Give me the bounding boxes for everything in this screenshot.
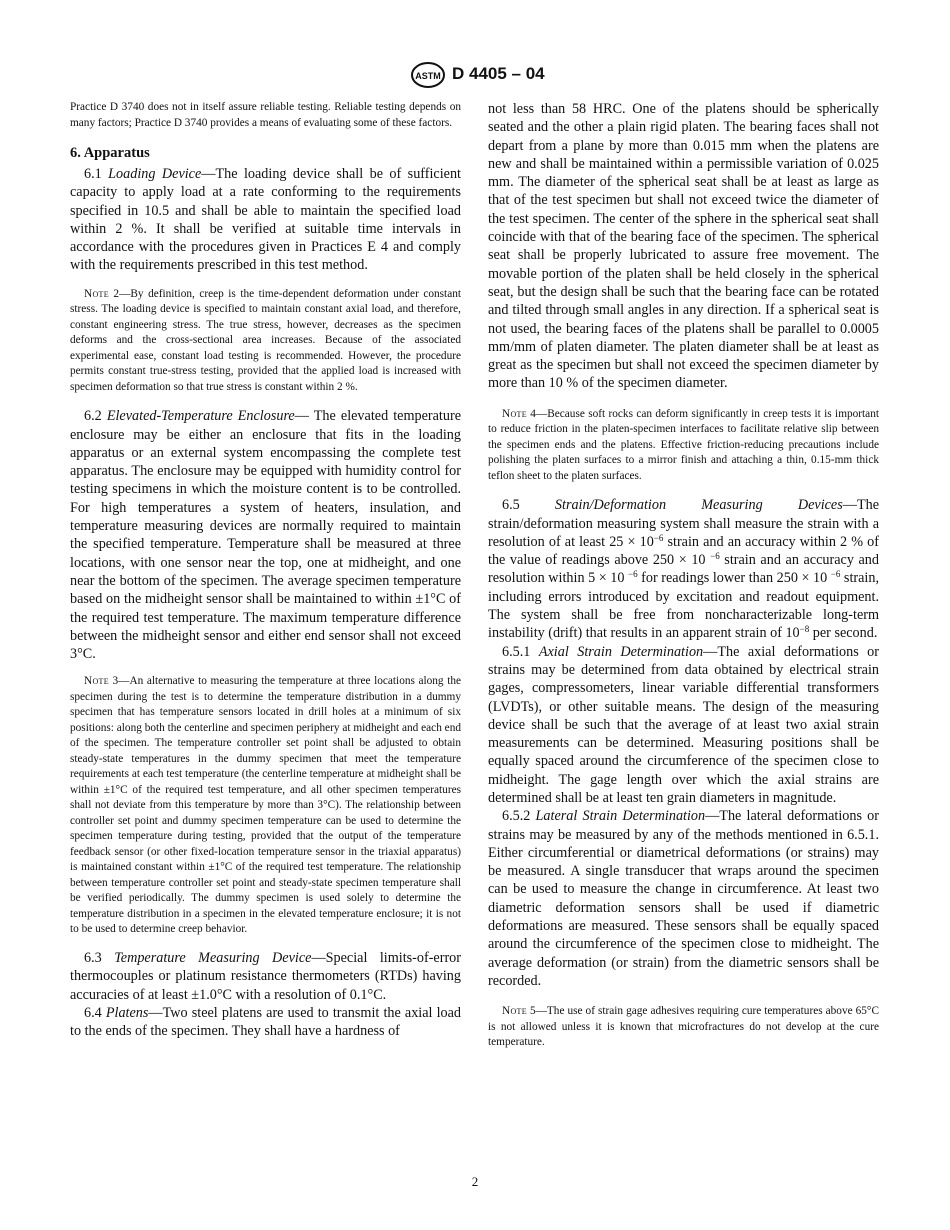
paragraph-6-3-text: —Special limits-of-error thermocouples or platinum resistance thermometers (RTDs) having accuracies of at least ±1.0°C with a resolution of 0.1°C. — [70, 949, 461, 1003]
paragraph-6-5-1-number: 6.5.1 — [502, 643, 531, 660]
paragraph-6-4-title: Platens — [105, 1004, 149, 1021]
note-4 — [488, 407, 879, 485]
note-4-label: Note — [502, 407, 527, 420]
astm-logo-icon — [410, 62, 446, 88]
paragraph-6-2 — [70, 407, 461, 663]
note-2 — [70, 287, 461, 396]
exponent-3: −6 — [628, 569, 638, 580]
paragraph-6-5-number: 6.5 — [502, 497, 520, 514]
note-4-text: 4—Because soft rocks can deform significantly in creep tests it is important to reduce friction in the platen-specimen interfaces to facilitate relative slip between the specimen ends and the platens. Effective friction-reducing precautions include polishing the platen surfaces to a mirror finish and attaching a thin, 0.15-mm thick teflon sheet to the platen surfaces. — [488, 407, 879, 482]
exponent-1: −6 — [653, 532, 664, 543]
astm-logo-text: ASTM — [415, 71, 441, 81]
note-3 — [70, 674, 461, 938]
paragraph-6-4-continued: not less than 58 HRC. One of the platens should be spherically seated and the other a plain rigid platen. The bearing faces shall not depart from a plane by more than 0.015 mm when the platens are new and shall be maintained within a permissible variation of 0.025 mm. The diameter of the spherical seat shall be at least as large as that of the test specimen but shall not exceed twice the diameter of the test specimen. The center of the sphere in the spherical seat shall coincide with that of the bearing face of the specimen. The spherical seat shall be properly lubricated to assure free movement. The movable portion of the platen shall be held closely in the spherical seat, but the design shall be such that the bearing face can be rotated and tilted through small angles in any direction. If a spherical seat is not used, the bearing faces of the platens shall be parallel to 0.0005 mm/mm of platen diameter. The platen diameter shall be at least as great as the specimen but shall not exceed the specimen diameter by more than 10 % of the specimen diameter. — [488, 101, 879, 392]
exponent-5: −8 — [799, 624, 810, 635]
right-column — [488, 100, 879, 1051]
paragraph-6-2-number: 6.2 — [84, 408, 102, 425]
document-id: D 4405 – 04 — [452, 64, 545, 83]
paragraph-6-3-title: Temperature Measuring Device — [114, 949, 312, 966]
note-3-text: 3—An alternative to measuring the temperature at three locations along the specimen during the test is to determine the temperature distribution in a dummy specimen that has temperature sensors located in drill holes at a minimum of six positions: along both the centerline and specimen periphery at midheight and each end of the specimen. The temperature controller set point shall be adjusted to obtain steady-state temperatures in the dummy specimen that meet the temperature requirements at each test temperature (the centerline temperature at midheight shall be within ±1°C of the required test temperature, and all other specimen temperatures shall not deviate from this temperature by more than 3°C). The relationship between controller set point and dummy specimen temperature can be used to determine the specimen temperature during testing, provided that the output of the temperature feedback sensor (or other fixed-location temperature sensor in the triaxial apparatus) is maintained constant within ±1°C of the required test temperature. The relationship between temperature controller set point and steady-state specimen temperature shall be verified periodically. The dummy specimen is used solely to determine the temperature distribution in a specimen in the elevated temperature enclosure; it is not to be used to determine creep behavior. — [70, 675, 461, 936]
paragraph-6-3 — [70, 949, 461, 1004]
paragraph-6-5-text-e: strain, including errors introduced by excitation and readout equipment. The system shall be free from noncharacterizable long-term instability (drift) that results in an apparent strain of 10 — [488, 570, 879, 642]
paragraph-6-4-number: 6.4 — [84, 1004, 102, 1021]
note-2-label: Note — [84, 287, 109, 300]
note-2-text: 2—By definition, creep is the time-dependent deformation under constant stress. The loading device is specified to maintain constant axial load, and therefore, constant engineering stress. The true stress, however, decreases as the specimen deforms and the cross-sectional area increases. Because of the associated experimental ease, constant load testing is recommended. However, the procedure permits constant true-stress testing, provided that the applied load is increased with specimen deformation so that true stress is constant within 2 %. — [70, 287, 461, 393]
paragraph-6-5-2-number: 6.5.2 — [502, 808, 531, 825]
section-heading-apparatus: 6. Apparatus — [70, 145, 150, 161]
paragraph-6-5-text-c: strain and an accuracy and resolution within 5 × 10 — [488, 552, 879, 587]
paragraph-6-1-number: 6.1 — [84, 166, 102, 182]
exponent-2: −6 — [710, 551, 720, 562]
paragraph-6-5-2-text: —The lateral deformations or strains may be measured by any of the methods mentioned in 6.5.1. Either circumferential or diametrical deformations (or strains) may be measured. A single transducer that wraps around the specimen can be used to measure the change in circumference. At least two diametric deformation sensors shall be used if diametric deformations are measured. These sensors shall be equally spaced around the circumference of the specimen close to midheight. The average deformation (or strain) from the diametric sensors shall be recorded. — [488, 808, 879, 989]
paragraph-6-1-title: Loading Device — [108, 166, 202, 182]
paragraph-6-2-text: — The elevated temperature enclosure may be either an enclosure that fits in the loading apparatus or an external system encompassing the complete test apparatus. The enclosure may be equipped with humidity control for testing specimens in which the moisture content is to be controlled. For high temperatures a system of heaters, insulation, and temperature measuring devices are normally required to maintain the specified temperature. Temperature shall be measured at three locations, with one sensor near the top, one at midheight, and one near the bottom of the specimen. The average specimen temperature based on the midheight sensor shall be maintained to within ±1°C of the required test temperature. The maximum temperature difference between the midheight sensor and either end sensor shall not exceed 3°C. — [70, 408, 461, 663]
note-5-label: Note — [502, 1005, 527, 1018]
paragraph-6-1 — [70, 165, 461, 275]
paragraph-6-5-text-d: for readings lower than 250 × 10 — [637, 570, 831, 587]
paragraph-6-5 — [488, 496, 879, 642]
intro-paragraph: Practice D 3740 does not in itself assure reliable testing. Reliable testing depends on many factors; Practice D 3740 provides a means of evaluating some of these factors. — [70, 101, 461, 129]
paragraph-6-1-text: —The loading device shall be of sufficient capacity to apply load at a rate conforming to the requirements specified in 10.5 and shall be able to maintain the specified load within 2 %. It shall be verified at suitable time intervals in accordance with the procedures given in Practices E 4 and comply with the requirements prescribed in this test method. — [70, 166, 461, 274]
left-column — [70, 100, 461, 1040]
paragraph-6-5-title: Strain/Deformation Measuring Devices — [554, 497, 843, 514]
page-header — [0, 62, 950, 90]
paragraph-6-5-text-f: per second. — [809, 625, 878, 642]
exponent-4: −6 — [830, 569, 841, 580]
paragraph-6-5-1-title: Axial Strain Determination — [538, 643, 704, 660]
note-5 — [488, 1004, 879, 1051]
paragraph-6-5-2-title: Lateral Strain Determination — [535, 808, 706, 825]
paragraph-6-5-text-a: —The strain/deformation measuring system shall measure the strain with a resolution of at least 25 × 10 — [488, 497, 879, 550]
paragraph-6-5-2 — [488, 807, 879, 990]
paragraph-6-5-1-text: —The axial deformations or strains may be determined from data obtained by electrical strain gages, compressometers, linear variable differential transformers (LVDTs), or other suitable means. The design of the measuring device shall be such that the average of at least two axial strain measurements can be determined. Measuring positions shall be equally spaced around the circumference of the specimen close to midheight. The gage length over which the axial strains are determined shall be at least ten grain diameters in magnitude. — [488, 643, 880, 806]
note-3-label: Note — [84, 675, 109, 688]
paragraph-6-4 — [70, 1004, 461, 1041]
page-number: 2 — [471, 1174, 479, 1189]
note-5-text: 5—The use of strain gage adhesives requiring cure temperatures above 65°C is not allowed unless it is known that microfractures do not develop at the cure temperature. — [488, 1005, 879, 1049]
paragraph-6-5-1 — [488, 643, 879, 808]
paragraph-6-2-title: Elevated-Temperature Enclosure — [106, 408, 295, 425]
paragraph-6-4-text: —Two steel platens are used to transmit the axial load to the ends of the specimen. They shall have a hardness of — [70, 1004, 462, 1040]
paragraph-6-5-text-b: strain and an accuracy within 2 % of the value of readings above 250 × 10 — [488, 533, 879, 569]
paragraph-6-3-number: 6.3 — [84, 949, 102, 966]
